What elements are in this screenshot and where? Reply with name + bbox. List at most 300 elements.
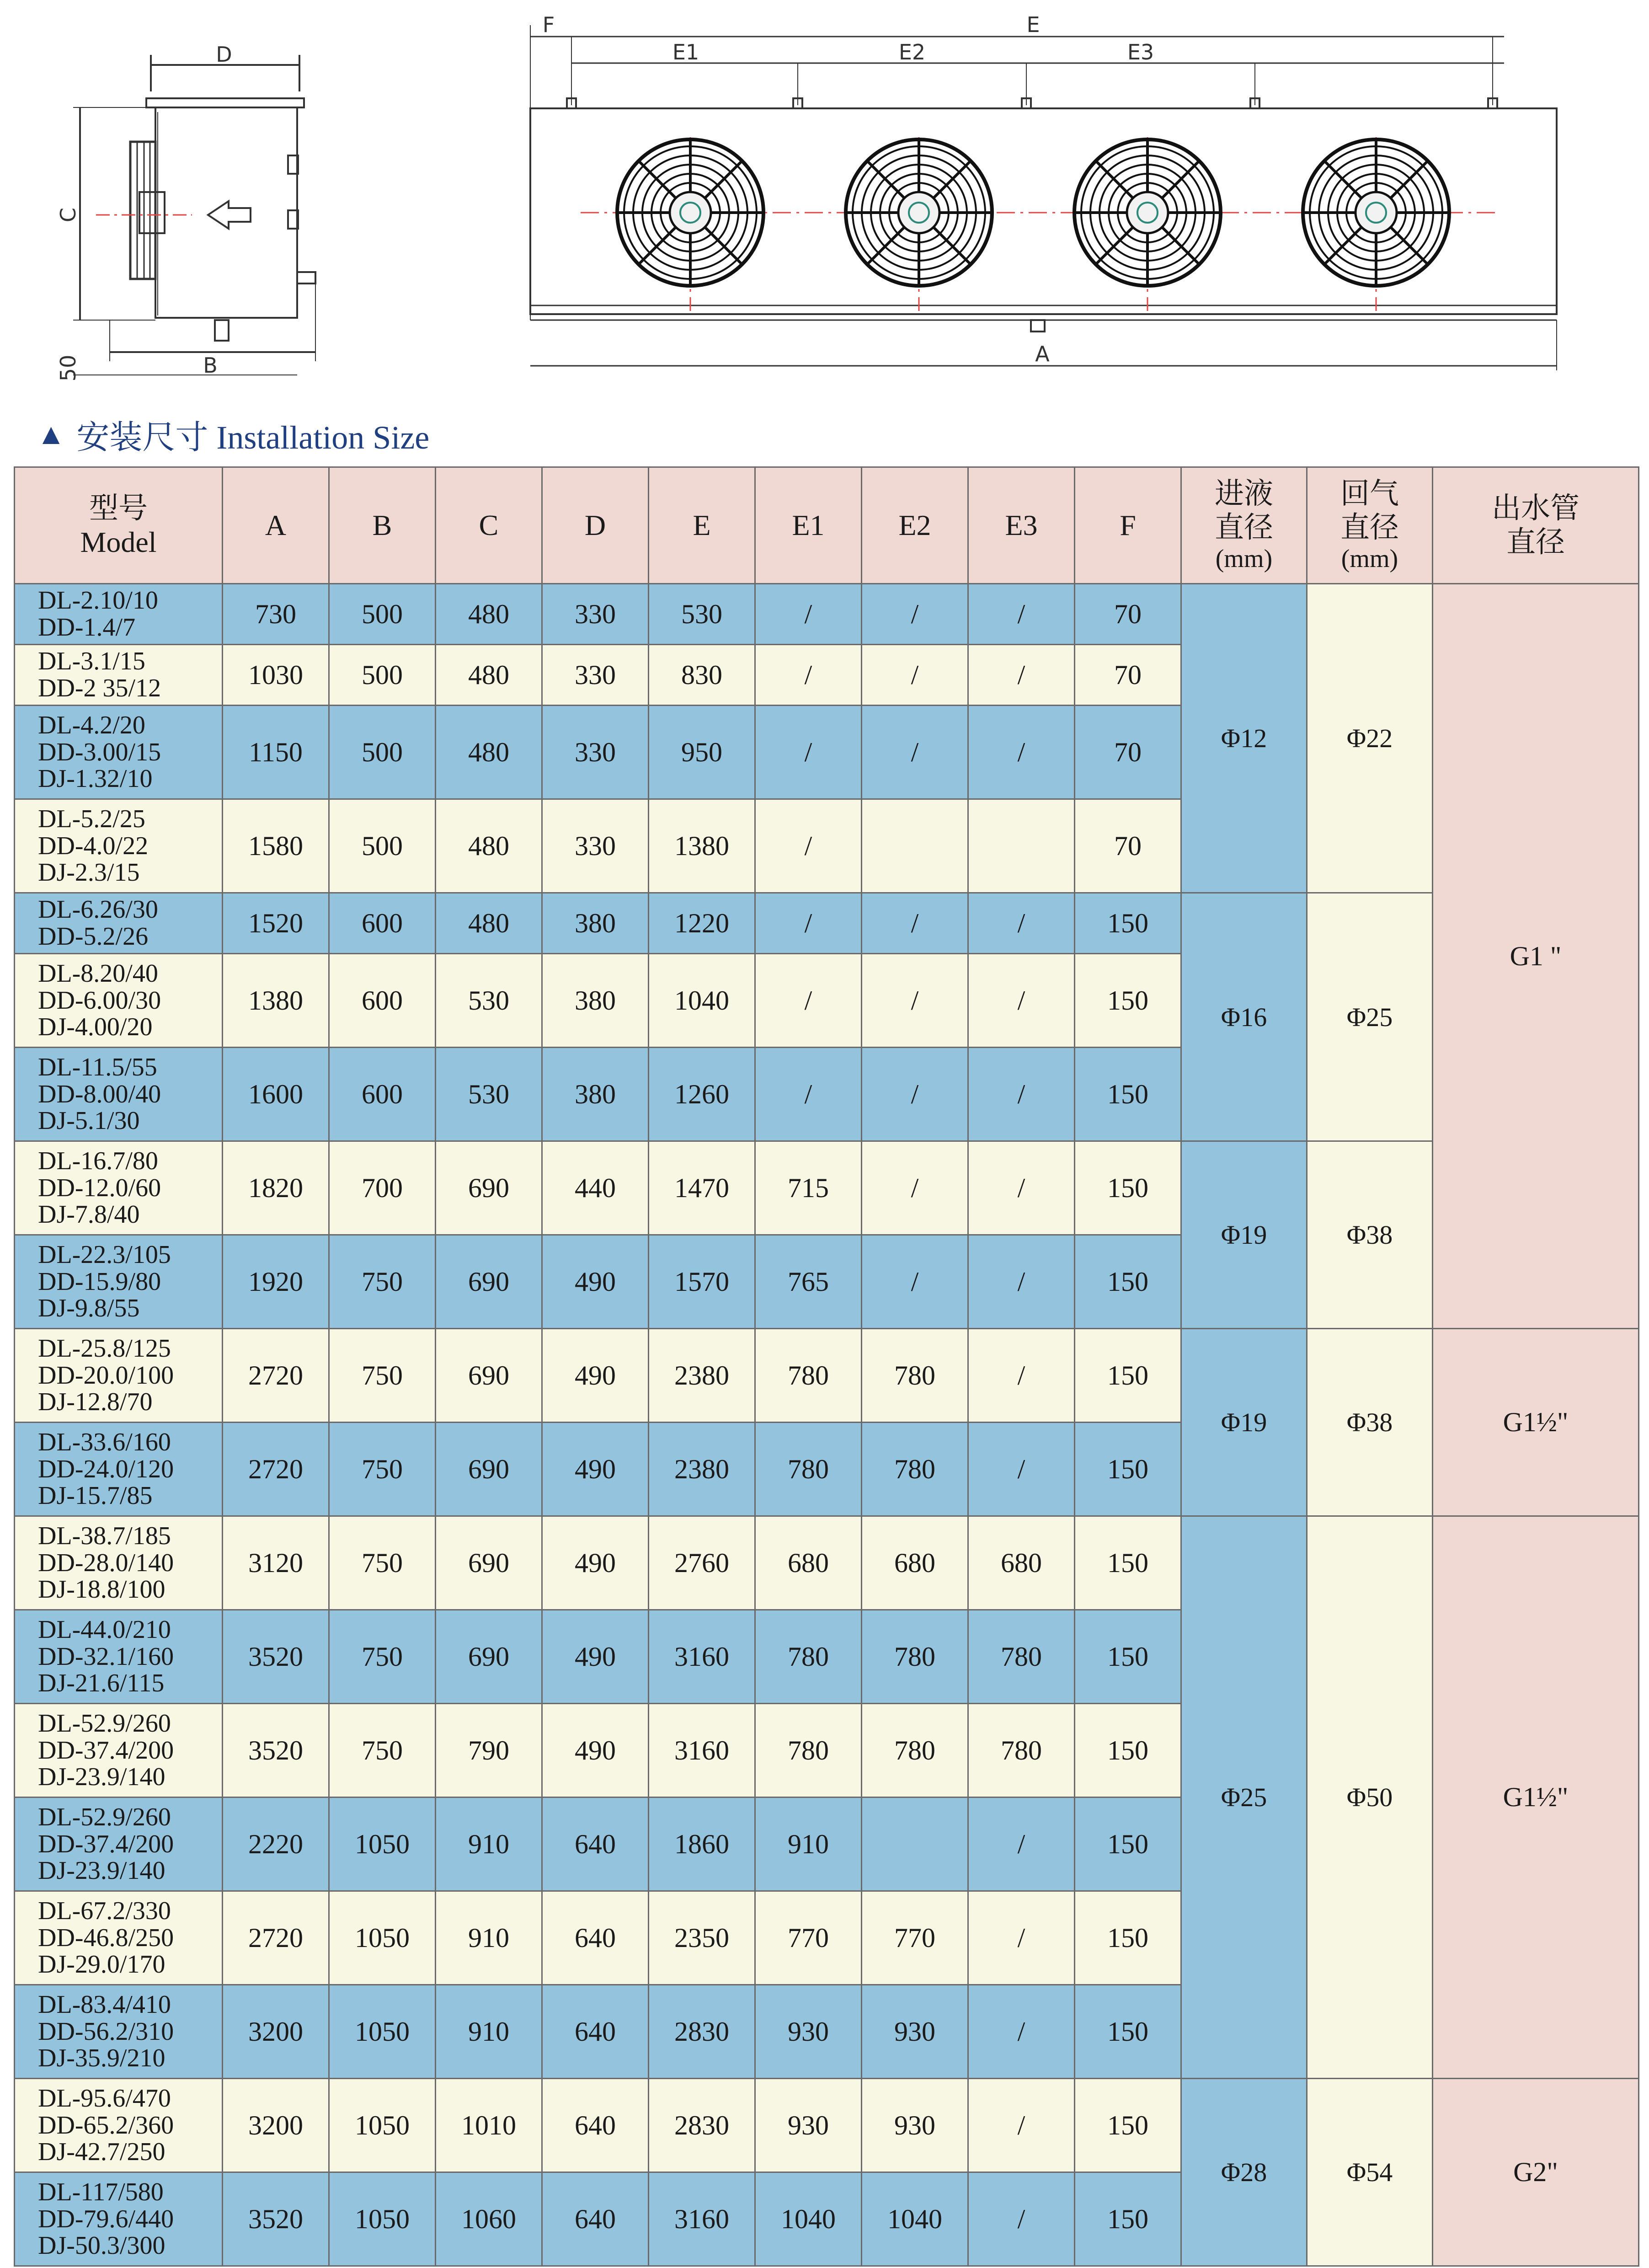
dimension-cell bbox=[862, 799, 968, 893]
dimension-cell: 490 bbox=[542, 1704, 649, 1797]
dimension-cell: 930 bbox=[862, 1985, 968, 2079]
liquid-diameter-cell: Φ25 bbox=[1181, 1516, 1307, 2079]
header-e1: E1 bbox=[755, 467, 862, 584]
header-liquid-cn2: 直径 bbox=[1215, 511, 1273, 544]
dimension-cell: 750 bbox=[329, 1704, 436, 1797]
dimension-cell: 1050 bbox=[329, 1797, 436, 1891]
model-cell bbox=[15, 1329, 223, 1423]
dimension-cell: 480 bbox=[436, 645, 542, 706]
dimension-cell: 930 bbox=[862, 2079, 968, 2172]
table-row bbox=[15, 2079, 1639, 2172]
model-name: DD-15.9/80 bbox=[38, 1267, 161, 1296]
dimension-cell: 640 bbox=[542, 1797, 649, 1891]
dimension-cell: 490 bbox=[542, 1516, 649, 1610]
dimension-cell: 910 bbox=[436, 1891, 542, 1985]
model-name: DL-5.2/25 bbox=[38, 804, 145, 833]
dimension-cell: 780 bbox=[862, 1704, 968, 1797]
dimension-cell: 680 bbox=[968, 1516, 1075, 1610]
model-name: DD-5.2/26 bbox=[38, 922, 149, 951]
liquid-diameter-cell: Φ19 bbox=[1181, 1329, 1307, 1516]
table-row bbox=[15, 1141, 1639, 1235]
dimension-cell: 640 bbox=[542, 1891, 649, 1985]
liquid-diameter-cell: Φ16 bbox=[1181, 893, 1307, 1141]
gas-diameter-cell: Φ38 bbox=[1307, 1141, 1433, 1329]
header-model-cn: 型号 bbox=[89, 492, 148, 525]
dimension-cell: / bbox=[755, 706, 862, 799]
section-title: 安装尺寸 Installation Size bbox=[76, 419, 430, 456]
table-header-row bbox=[15, 467, 1639, 584]
drain-diameter-cell: G1½" bbox=[1433, 1516, 1639, 2079]
header-d: D bbox=[542, 467, 649, 584]
model-name: DD-37.4/200 bbox=[38, 1829, 174, 1858]
dimension-cell: / bbox=[968, 954, 1075, 1048]
table-row bbox=[15, 893, 1639, 954]
dimension-cell: 780 bbox=[755, 1329, 862, 1423]
installation-size-table bbox=[14, 466, 1639, 2267]
dimension-cell: 500 bbox=[329, 645, 436, 706]
header-a: A bbox=[223, 467, 329, 584]
dimension-cell: 1920 bbox=[223, 1235, 329, 1329]
dimension-cell: 3200 bbox=[223, 1985, 329, 2079]
gas-diameter-cell: Φ22 bbox=[1307, 584, 1433, 893]
model-cell bbox=[15, 1704, 223, 1797]
dimension-cell: 150 bbox=[1075, 1516, 1181, 1610]
model-name: DJ-21.6/115 bbox=[38, 1669, 165, 1698]
dimension-cell: 530 bbox=[649, 584, 755, 645]
dim-label-e: E bbox=[1026, 12, 1040, 37]
dimension-cell: 1040 bbox=[649, 954, 755, 1048]
model-name: DJ-9.8/55 bbox=[38, 1294, 140, 1323]
dimension-cell: 690 bbox=[436, 1329, 542, 1423]
dimension-cell: 780 bbox=[755, 1423, 862, 1516]
model-name: DJ-7.8/40 bbox=[38, 1200, 140, 1229]
dimension-cell: 1820 bbox=[223, 1141, 329, 1235]
dimension-cell: 3520 bbox=[223, 1704, 329, 1797]
dimension-cell bbox=[968, 799, 1075, 893]
model-name: DL-52.9/260 bbox=[38, 1803, 171, 1831]
dimension-cell: 150 bbox=[1075, 1423, 1181, 1516]
dimension-cell: 1050 bbox=[329, 2172, 436, 2266]
dimension-cell: 780 bbox=[862, 1423, 968, 1516]
header-model bbox=[15, 467, 223, 584]
dimension-cell: 640 bbox=[542, 1985, 649, 2079]
model-cell bbox=[15, 1141, 223, 1235]
header-f: F bbox=[1075, 467, 1181, 584]
dimension-cell: 765 bbox=[755, 1235, 862, 1329]
dimension-cell: / bbox=[968, 2079, 1075, 2172]
header-gas-unit: (mm) bbox=[1341, 545, 1398, 573]
dimension-cell: 1010 bbox=[436, 2079, 542, 2172]
model-name: DD-24.0/120 bbox=[38, 1455, 174, 1483]
dimension-cell: 715 bbox=[755, 1141, 862, 1235]
table-row bbox=[15, 1516, 1639, 1610]
dimension-cell: 150 bbox=[1075, 1891, 1181, 1985]
model-cell bbox=[15, 584, 223, 645]
header-b: B bbox=[329, 467, 436, 584]
dimension-cell: / bbox=[968, 1329, 1075, 1423]
dimension-cell: 1260 bbox=[649, 1048, 755, 1141]
dimension-cell: 490 bbox=[542, 1610, 649, 1704]
dimension-cell: 330 bbox=[542, 584, 649, 645]
dimension-cell: 750 bbox=[329, 1610, 436, 1704]
dimension-cell: / bbox=[968, 1235, 1075, 1329]
dimension-cell: / bbox=[755, 1048, 862, 1141]
dimension-cell: 70 bbox=[1075, 799, 1181, 893]
header-gas-cn1: 回气 bbox=[1340, 477, 1399, 510]
dimension-cell: 500 bbox=[329, 706, 436, 799]
model-name: DD-56.2/310 bbox=[38, 2017, 174, 2046]
dimension-cell: 780 bbox=[968, 1610, 1075, 1704]
fan-icon-4 bbox=[1303, 139, 1449, 286]
dimension-cell: 750 bbox=[329, 1423, 436, 1516]
dimension-cell: 2350 bbox=[649, 1891, 755, 1985]
dimension-cell: 1380 bbox=[649, 799, 755, 893]
model-name: DD-65.2/360 bbox=[38, 2111, 174, 2140]
dimension-cell: 150 bbox=[1075, 1141, 1181, 1235]
model-cell bbox=[15, 1891, 223, 1985]
dim-label-e3: E3 bbox=[1127, 40, 1154, 64]
table-row bbox=[15, 584, 1639, 645]
dimension-cell: 680 bbox=[862, 1516, 968, 1610]
model-cell bbox=[15, 893, 223, 954]
technical-drawings bbox=[0, 0, 1649, 402]
dim-label-50: 50 bbox=[56, 354, 80, 382]
gas-diameter-cell: Φ25 bbox=[1307, 893, 1433, 1141]
dim-label-a: A bbox=[1035, 342, 1050, 366]
dimension-cell: 1570 bbox=[649, 1235, 755, 1329]
triangle-icon: ▲ bbox=[37, 418, 66, 450]
dimension-cell: 640 bbox=[542, 2172, 649, 2266]
dimension-cell: 490 bbox=[542, 1235, 649, 1329]
dimension-cell: / bbox=[862, 1048, 968, 1141]
dimension-cell: 380 bbox=[542, 954, 649, 1048]
dimension-cell: / bbox=[968, 1423, 1075, 1516]
dimension-cell: 780 bbox=[755, 1704, 862, 1797]
header-liquid-diameter bbox=[1181, 467, 1307, 584]
dimension-cell: / bbox=[862, 1235, 968, 1329]
dimension-cell: 910 bbox=[436, 1985, 542, 2079]
dimension-cell: 2830 bbox=[649, 2079, 755, 2172]
dimension-cell: 750 bbox=[329, 1235, 436, 1329]
drain-diameter-cell: G1½" bbox=[1433, 1329, 1639, 1516]
header-e: E bbox=[649, 467, 755, 584]
dimension-cell: / bbox=[862, 584, 968, 645]
dimension-cell: 2380 bbox=[649, 1329, 755, 1423]
model-cell bbox=[15, 1423, 223, 1516]
dimension-cell: 150 bbox=[1075, 2079, 1181, 2172]
gas-diameter-cell: Φ54 bbox=[1307, 2079, 1433, 2266]
fan-icon-1 bbox=[617, 139, 763, 286]
model-name: DJ-23.9/140 bbox=[38, 1856, 165, 1885]
model-cell bbox=[15, 1610, 223, 1704]
dimension-cell: 600 bbox=[329, 954, 436, 1048]
dim-label-b: B bbox=[203, 353, 218, 378]
dimension-cell: 2720 bbox=[223, 1423, 329, 1516]
dimension-cell: 1030 bbox=[223, 645, 329, 706]
model-name: DD-32.1/160 bbox=[38, 1642, 174, 1671]
dimension-cell: 730 bbox=[223, 584, 329, 645]
dimension-cell: 690 bbox=[436, 1141, 542, 1235]
model-name: DJ-4.00/20 bbox=[38, 1013, 153, 1042]
header-gas-cn2: 直径 bbox=[1340, 511, 1399, 544]
model-name: DD-8.00/40 bbox=[38, 1080, 161, 1108]
liquid-diameter-cell: Φ19 bbox=[1181, 1141, 1307, 1329]
dimension-cell: 910 bbox=[755, 1797, 862, 1891]
model-name: DJ-50.3/300 bbox=[38, 2231, 165, 2260]
model-cell bbox=[15, 645, 223, 706]
dimension-cell: 330 bbox=[542, 706, 649, 799]
dimension-cell: / bbox=[968, 1048, 1075, 1141]
dimension-cell: 150 bbox=[1075, 1048, 1181, 1141]
dimension-cell: 2720 bbox=[223, 1329, 329, 1423]
dimension-cell: 750 bbox=[329, 1329, 436, 1423]
dimension-cell: 530 bbox=[436, 1048, 542, 1141]
dimension-cell: 490 bbox=[542, 1423, 649, 1516]
dimension-cell: 770 bbox=[862, 1891, 968, 1985]
model-name: DL-3.1/15 bbox=[38, 647, 145, 676]
liquid-diameter-cell: Φ12 bbox=[1181, 584, 1307, 893]
dimension-cell: 150 bbox=[1075, 1610, 1181, 1704]
dimension-cell: 700 bbox=[329, 1141, 436, 1235]
dimension-cell: / bbox=[862, 954, 968, 1048]
model-name: DL-25.8/125 bbox=[38, 1334, 171, 1363]
dimension-cell: 70 bbox=[1075, 584, 1181, 645]
model-name: DL-11.5/55 bbox=[38, 1053, 157, 1081]
model-name: DL-8.20/40 bbox=[38, 959, 158, 988]
dim-label-c: C bbox=[56, 207, 80, 223]
dimension-cell: 1470 bbox=[649, 1141, 755, 1235]
dimension-cell: 930 bbox=[755, 2079, 862, 2172]
fan-icon-2 bbox=[846, 139, 992, 286]
dimension-cell: 780 bbox=[755, 1610, 862, 1704]
dimension-cell: 2760 bbox=[649, 1516, 755, 1610]
dimension-cell: 380 bbox=[542, 893, 649, 954]
dimension-cell: 480 bbox=[436, 584, 542, 645]
dimension-cell: 1050 bbox=[329, 1891, 436, 1985]
model-name: DL-33.6/160 bbox=[38, 1428, 171, 1456]
dimension-cell: / bbox=[968, 1891, 1075, 1985]
dimension-cell: / bbox=[755, 645, 862, 706]
dimension-cell: 1600 bbox=[223, 1048, 329, 1141]
model-name: DJ-1.32/10 bbox=[38, 765, 153, 793]
dimension-cell: 1150 bbox=[223, 706, 329, 799]
dimension-cell: 2720 bbox=[223, 1891, 329, 1985]
dimension-cell: 1050 bbox=[329, 1985, 436, 2079]
dimension-cell: 690 bbox=[436, 1235, 542, 1329]
model-name: DD-3.00/15 bbox=[38, 738, 161, 766]
dim-label-d: D bbox=[216, 42, 232, 67]
dimension-cell: 150 bbox=[1075, 1985, 1181, 2079]
model-name: DD-4.0/22 bbox=[38, 831, 149, 860]
dimension-cell: 150 bbox=[1075, 954, 1181, 1048]
header-e2: E2 bbox=[862, 467, 968, 584]
dimension-cell: 600 bbox=[329, 1048, 436, 1141]
dimension-cell: 330 bbox=[542, 799, 649, 893]
dimension-cell: 3200 bbox=[223, 2079, 329, 2172]
header-model-en: Model bbox=[80, 526, 157, 558]
model-cell bbox=[15, 1048, 223, 1141]
header-gas-diameter bbox=[1307, 467, 1433, 584]
dimension-cell: / bbox=[968, 1985, 1075, 2079]
dimension-cell: 690 bbox=[436, 1516, 542, 1610]
model-cell bbox=[15, 954, 223, 1048]
dimension-cell: 480 bbox=[436, 893, 542, 954]
model-name: DJ-42.7/250 bbox=[38, 2138, 165, 2166]
model-name: DD-46.8/250 bbox=[38, 1923, 174, 1952]
dimension-cell: / bbox=[862, 893, 968, 954]
dimension-cell: / bbox=[968, 645, 1075, 706]
dimension-cell: / bbox=[862, 1141, 968, 1235]
header-c: C bbox=[436, 467, 542, 584]
model-name: DD-6.00/30 bbox=[38, 986, 161, 1015]
dimension-cell: / bbox=[862, 706, 968, 799]
model-name: DL-2.10/10 bbox=[38, 586, 158, 615]
dim-label-f: F bbox=[542, 12, 555, 37]
dimension-cell: 780 bbox=[968, 1704, 1075, 1797]
dimension-cell: / bbox=[755, 893, 862, 954]
dimension-cell: 3160 bbox=[649, 1610, 755, 1704]
section-heading bbox=[37, 402, 429, 466]
drain-diameter-cell: G2" bbox=[1433, 2079, 1639, 2266]
model-name: DD-37.4/200 bbox=[38, 1736, 174, 1765]
dimension-cell: 150 bbox=[1075, 1329, 1181, 1423]
dimension-cell: 480 bbox=[436, 706, 542, 799]
model-name: DJ-35.9/210 bbox=[38, 2044, 165, 2073]
model-cell bbox=[15, 1985, 223, 2079]
header-e3: E3 bbox=[968, 467, 1075, 584]
dimension-cell: / bbox=[968, 1141, 1075, 1235]
dimension-cell: 790 bbox=[436, 1704, 542, 1797]
header-liquid-cn1: 进液 bbox=[1215, 477, 1273, 510]
dim-label-e1: E1 bbox=[672, 40, 699, 64]
dimension-cell: 1860 bbox=[649, 1797, 755, 1891]
dimension-cell: 1040 bbox=[755, 2172, 862, 2266]
dimension-cell: 3520 bbox=[223, 1610, 329, 1704]
dim-label-e2: E2 bbox=[898, 40, 926, 64]
gas-diameter-cell: Φ50 bbox=[1307, 1516, 1433, 2079]
model-name: DD-28.0/140 bbox=[38, 1548, 174, 1577]
model-name: DL-4.2/20 bbox=[38, 711, 145, 739]
header-liquid-unit: (mm) bbox=[1215, 545, 1273, 573]
model-name: DD-2 35/12 bbox=[38, 674, 161, 702]
model-name: DL-16.7/80 bbox=[38, 1146, 158, 1175]
model-name: DL-22.3/105 bbox=[38, 1240, 171, 1269]
dimension-cell: 910 bbox=[436, 1797, 542, 1891]
model-name: DD-1.4/7 bbox=[38, 613, 136, 642]
dimension-cell: 500 bbox=[329, 584, 436, 645]
dimension-cell: 380 bbox=[542, 1048, 649, 1141]
dimension-cell: 1040 bbox=[862, 2172, 968, 2266]
model-name: DD-79.6/440 bbox=[38, 2204, 174, 2233]
dimension-cell: 330 bbox=[542, 645, 649, 706]
model-cell bbox=[15, 799, 223, 893]
drain-diameter-cell: G1 " bbox=[1433, 584, 1639, 1329]
dimension-cell: / bbox=[755, 954, 862, 1048]
dimension-cell: / bbox=[755, 799, 862, 893]
model-name: DJ-29.0/170 bbox=[38, 1950, 165, 1979]
dimension-cell: 680 bbox=[755, 1516, 862, 1610]
dimension-cell: / bbox=[862, 645, 968, 706]
dimension-cell: 780 bbox=[862, 1329, 968, 1423]
dimension-cell: / bbox=[968, 706, 1075, 799]
dimension-cell: 640 bbox=[542, 2079, 649, 2172]
dimension-cell: 150 bbox=[1075, 1797, 1181, 1891]
model-name: DL-38.7/185 bbox=[38, 1521, 171, 1550]
dimension-cell: 1060 bbox=[436, 2172, 542, 2266]
dimension-cell: 690 bbox=[436, 1423, 542, 1516]
dimension-cell: 690 bbox=[436, 1610, 542, 1704]
dimension-cell: 500 bbox=[329, 799, 436, 893]
model-cell bbox=[15, 1516, 223, 1610]
model-name: DD-20.0/100 bbox=[38, 1361, 174, 1390]
fan-icon-3 bbox=[1074, 139, 1221, 286]
model-cell bbox=[15, 1797, 223, 1891]
dimension-cell: 1580 bbox=[223, 799, 329, 893]
dimension-cell: 150 bbox=[1075, 893, 1181, 954]
header-drain-cn1: 出水管 bbox=[1492, 492, 1580, 525]
dimension-cell: 150 bbox=[1075, 2172, 1181, 2266]
dimension-cell: 2220 bbox=[223, 1797, 329, 1891]
dimension-cell: 1520 bbox=[223, 893, 329, 954]
dimension-cell: / bbox=[968, 1797, 1075, 1891]
header-drain-diameter bbox=[1433, 467, 1639, 584]
dimension-cell: 830 bbox=[649, 645, 755, 706]
dimension-cell: 600 bbox=[329, 893, 436, 954]
dimension-cell: / bbox=[968, 584, 1075, 645]
dimension-cell: 3160 bbox=[649, 2172, 755, 2266]
dimension-cell: 770 bbox=[755, 1891, 862, 1985]
model-name: DD-12.0/60 bbox=[38, 1173, 161, 1202]
dimension-cell: 1220 bbox=[649, 893, 755, 954]
model-name: DL-44.0/210 bbox=[38, 1615, 171, 1644]
dimension-cell: 490 bbox=[542, 1329, 649, 1423]
dimension-cell bbox=[862, 1797, 968, 1891]
gas-diameter-cell: Φ38 bbox=[1307, 1329, 1433, 1516]
dimension-cell: 3120 bbox=[223, 1516, 329, 1610]
dimension-cell: 530 bbox=[436, 954, 542, 1048]
dimension-cell: 150 bbox=[1075, 1704, 1181, 1797]
dimension-cell: 150 bbox=[1075, 1235, 1181, 1329]
dimension-cell: 440 bbox=[542, 1141, 649, 1235]
model-name: DJ-12.8/70 bbox=[38, 1388, 153, 1417]
model-name: DL-52.9/260 bbox=[38, 1709, 171, 1738]
dimension-cell: 70 bbox=[1075, 645, 1181, 706]
model-name: DJ-18.8/100 bbox=[38, 1575, 165, 1604]
model-name: DL-67.2/330 bbox=[38, 1896, 171, 1925]
dimension-cell: / bbox=[755, 584, 862, 645]
model-name: DJ-5.1/30 bbox=[38, 1107, 140, 1135]
dimension-cell: 2830 bbox=[649, 1985, 755, 2079]
dimension-cell: 780 bbox=[862, 1610, 968, 1704]
dimension-cell: 3160 bbox=[649, 1704, 755, 1797]
table-row bbox=[15, 1329, 1639, 1423]
dimension-cell: 950 bbox=[649, 706, 755, 799]
dimension-cell: 480 bbox=[436, 799, 542, 893]
model-cell bbox=[15, 2172, 223, 2266]
model-name: DJ-23.9/140 bbox=[38, 1763, 165, 1792]
model-name: DL-6.26/30 bbox=[38, 895, 158, 924]
dimension-cell: / bbox=[968, 2172, 1075, 2266]
liquid-diameter-cell: Φ28 bbox=[1181, 2079, 1307, 2266]
table-body bbox=[15, 584, 1639, 2266]
model-name: DL-117/580 bbox=[38, 2177, 164, 2206]
dimension-cell: 3520 bbox=[223, 2172, 329, 2266]
model-name: DJ-15.7/85 bbox=[38, 1482, 153, 1510]
model-name: DJ-2.3/15 bbox=[38, 858, 140, 887]
dimension-cell: 2380 bbox=[649, 1423, 755, 1516]
model-cell bbox=[15, 1235, 223, 1329]
dimension-cell: / bbox=[968, 893, 1075, 954]
